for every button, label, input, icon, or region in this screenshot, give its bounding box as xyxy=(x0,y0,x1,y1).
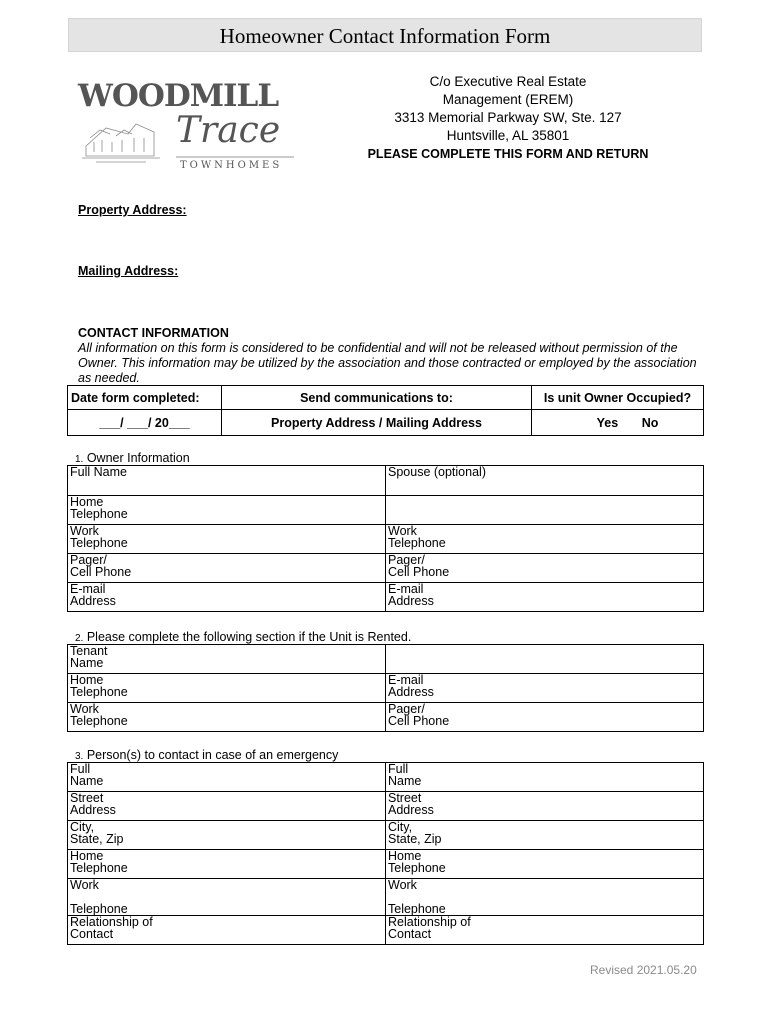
owner-info-row xyxy=(68,583,704,612)
tenant-info-cell[interactable]: Pager/ Cell Phone xyxy=(386,703,704,732)
owner-info-cell[interactable]: E-mail Address xyxy=(68,583,386,612)
owner-info-row xyxy=(68,525,704,554)
emergency-contact-cell[interactable]: Work Telephone xyxy=(68,879,386,916)
owner-info-cell[interactable]: Pager/ Cell Phone xyxy=(68,554,386,583)
tenant-info-cell[interactable]: Work Telephone xyxy=(68,703,386,732)
emergency-contact-cell[interactable]: City, State, Zip xyxy=(386,821,704,850)
emergency-contact-cell[interactable]: Street Address xyxy=(386,792,704,821)
tenant-info-cell[interactable]: E-mail Address xyxy=(386,674,704,703)
property-address-label: Property Address: xyxy=(78,203,187,217)
owner-info-row xyxy=(68,466,704,496)
date-completed-header: Date form completed: xyxy=(68,386,222,410)
owner-info-cell[interactable]: Spouse (optional) xyxy=(386,466,704,496)
emergency-contact-cell[interactable]: Relationship of Contact xyxy=(68,916,386,945)
owner-info-cell[interactable]: Pager/ Cell Phone xyxy=(386,554,704,583)
tenant-info-row xyxy=(68,703,704,732)
emergency-contact-cell[interactable]: Full Name xyxy=(68,763,386,792)
address-line-4: Huntsville, AL 35801 xyxy=(446,128,570,143)
owner-info-cell[interactable]: Full Name xyxy=(68,466,386,496)
emergency-contact-cell[interactable]: Home Telephone xyxy=(68,850,386,879)
owner-occupied-header: Is unit Owner Occupied? xyxy=(532,386,704,410)
confidentiality-notice: All information on this form is considered to be confidential and will not be released without permission of the Owner. This information may be utilized by the association and those contracted or employed by the association as needed. xyxy=(78,341,697,385)
no-option[interactable]: No xyxy=(641,415,659,430)
date-communication-table xyxy=(67,385,704,436)
svg-text:TOWNHOMES: TOWNHOMES xyxy=(180,160,283,171)
owner-occupied-field[interactable] xyxy=(532,410,704,436)
emergency-contact-table xyxy=(67,762,704,945)
emergency-contact-cell[interactable]: Full Name xyxy=(386,763,704,792)
emergency-contact-row xyxy=(68,792,704,821)
emergency-contact-row xyxy=(68,850,704,879)
owner-info-row xyxy=(68,554,704,583)
woodmill-trace-logo xyxy=(76,76,308,176)
section2-label: 2. Please complete the following section if the Unit is Rented. xyxy=(75,630,412,644)
tenant-info-row xyxy=(68,645,704,674)
emergency-contact-row xyxy=(68,821,704,850)
owner-info-cell[interactable]: Work Telephone xyxy=(386,525,704,554)
emergency-contact-row xyxy=(68,879,704,916)
contact-heading: CONTACT INFORMATION xyxy=(78,326,229,340)
date-completed-field[interactable]: ___/ ___/ 20___ xyxy=(68,410,222,436)
owner-info-table xyxy=(67,465,704,612)
address-line-2: Management (EREM) xyxy=(442,92,574,107)
emergency-contact-row xyxy=(68,916,704,945)
address-line-3: 3313 Memorial Parkway SW, Ste. 127 xyxy=(394,110,622,125)
owner-info-row xyxy=(68,496,704,525)
emergency-contact-cell[interactable]: Home Telephone xyxy=(386,850,704,879)
form-title: Homeowner Contact Information Form xyxy=(68,18,702,52)
address-line-1: C/o Executive Real Estate xyxy=(429,74,587,89)
tenant-info-cell[interactable]: Home Telephone xyxy=(68,674,386,703)
yes-option[interactable]: Yes xyxy=(596,415,619,430)
mailing-address-label: Mailing Address: xyxy=(78,264,179,278)
emergency-contact-cell[interactable]: Relationship of Contact xyxy=(386,916,704,945)
management-address xyxy=(350,73,666,163)
owner-info-cell[interactable] xyxy=(386,496,704,525)
send-comm-header: Send communications to: xyxy=(222,386,532,410)
owner-info-cell[interactable]: Work Telephone xyxy=(68,525,386,554)
emergency-contact-cell[interactable]: Work Telephone xyxy=(386,879,704,916)
svg-text:WOODMILL: WOODMILL xyxy=(78,78,279,114)
send-comm-field[interactable]: Property Address / Mailing Address xyxy=(222,410,532,436)
emergency-contact-row xyxy=(68,763,704,792)
tenant-info-cell[interactable]: Tenant Name xyxy=(68,645,386,674)
owner-info-cell[interactable]: E-mail Address xyxy=(386,583,704,612)
tenant-info-table xyxy=(67,644,704,732)
return-instruction: PLEASE COMPLETE THIS FORM AND RETURN xyxy=(367,147,649,161)
emergency-contact-cell[interactable]: City, State, Zip xyxy=(68,821,386,850)
revision-date: Revised 2021.05.20 xyxy=(590,963,697,977)
section1-label: 1. Owner Information xyxy=(75,451,190,465)
tenant-info-row xyxy=(68,674,704,703)
section3-label: 3. Person(s) to contact in case of an emergency xyxy=(75,748,339,762)
owner-info-cell[interactable]: Home Telephone xyxy=(68,496,386,525)
svg-text:Trace: Trace xyxy=(176,110,281,151)
emergency-contact-cell[interactable]: Street Address xyxy=(68,792,386,821)
tenant-info-cell[interactable] xyxy=(386,645,704,674)
